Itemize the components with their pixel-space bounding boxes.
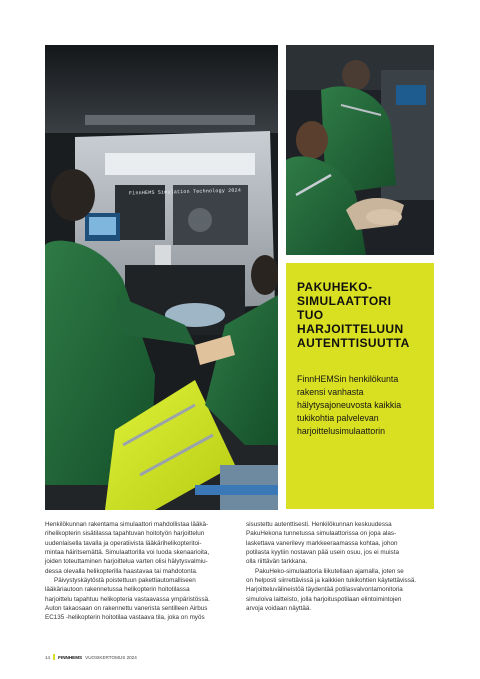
article-lead: FinnHEMSin henkilökunta rakensi vanhasta hälytysajoneuvosta kaikkia tukikohtia palvelevan harjoittelusimulaattorin xyxy=(297,374,402,436)
footer-separator xyxy=(53,654,55,660)
body-column-right xyxy=(246,520,436,613)
footer-brand: FINNHEMS xyxy=(58,654,83,660)
photo-simulator-interior xyxy=(45,45,278,510)
body-paragraph: Päivystyskäytöstä poistettuun pakettiautomalliseen lääkäriautoon rakennetussa helikopterin hoitotilassa harjoittelu tapahtuu helikopteria vastaavassa ympäristössä. Auton takaosaan on rakennettu vanerista sentilleen Airbus EC135 -helikopterin hoitotilaa vastaava tila, joka on myös xyxy=(45,577,210,622)
simulator-panel-label: FinnHEMS Simulation Technology 2024 xyxy=(128,187,242,197)
photo-medics-treating xyxy=(286,45,434,255)
page-footer xyxy=(45,654,137,660)
article-title: PAKUHEKO- SIMULAATTORI TUO HARJOITTELUUN AUTENTTISUUTTA xyxy=(297,280,410,350)
body-paragraph: PakuHeko-simulaattoria liikutellaan ajamalla, joten se on helposti siirrettävissä ja kaikkien tukikohtien käytettävissä. Harjoitteluvälineistöä täydentää potilasvalvontamonitoria simuloiva laitteisto, jolla harjoituspotilaan elintoimintojen arvoja voidaan näyttää. xyxy=(246,567,417,613)
page-number: 14 xyxy=(45,654,51,660)
body-paragraph: Henkilökunnan rakentama simulaattori mahdollistaa lääkä- rihelikopterin sisätilassa tapahtuvan hoitotyön harjoittelun uudenlaisella tavalla ja operatiivista lääkärihelikopteritoi- mintaa häiritsemättä. Simulaattorilla voi luoda skenaarioita, joiden toteuttaminen harjoittelua varten olisi hälytysvalmiu- dessa olevalla helikopterilla haastavaa tai mahdotonta. xyxy=(45,521,210,575)
body-paragraph: sisustettu autenttisesti. Henkilökunnan keskuudessa PakuHekona tunnetussa simulaattorissa on jopa alas- laskettava vanerilevy markkeeraamassa kohtaa, johon potilasta kyytiin nostavan pää usein osuu, jos ei muista olla riittävän tarkkana. xyxy=(246,521,399,566)
body-column-left xyxy=(45,520,235,623)
article-title-box xyxy=(286,263,434,509)
footer-publication: VUOSIKERTOMUS 2024 xyxy=(85,654,137,660)
